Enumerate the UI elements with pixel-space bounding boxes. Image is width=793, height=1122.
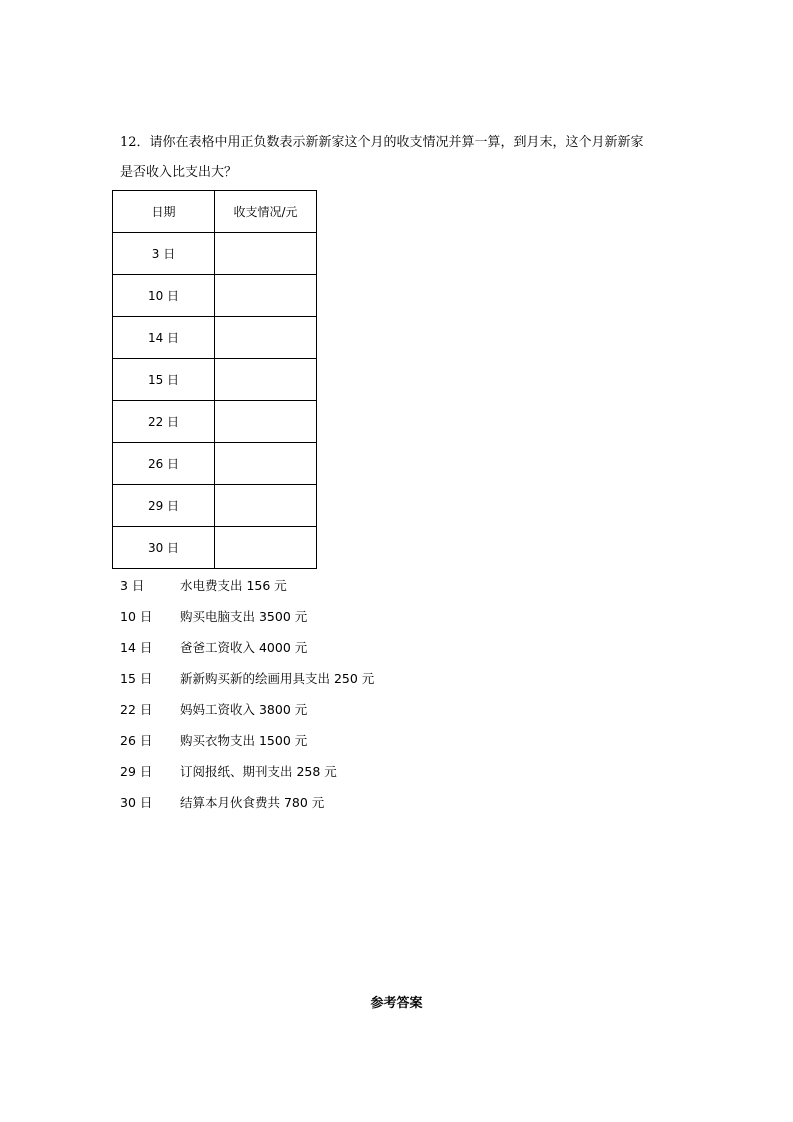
table-header-row <box>113 191 317 233</box>
header-amount: 收支情况/元 <box>215 191 317 233</box>
list-item <box>120 762 374 793</box>
list-item <box>120 576 374 607</box>
table-row <box>113 233 317 275</box>
list-item <box>120 669 374 700</box>
entry-text: 新新购买新的绘画用具支出 250 元 <box>180 671 375 686</box>
list-item <box>120 793 374 824</box>
question-text-line2: 是否收入比支出大？ <box>120 165 238 180</box>
row-date: 22 日 <box>113 401 215 443</box>
entry-text: 购买衣物支出 1500 元 <box>180 733 308 748</box>
row-date: 29 日 <box>113 485 215 527</box>
row-date: 26 日 <box>113 443 215 485</box>
row-amount-cell[interactable] <box>215 359 317 401</box>
row-amount-cell[interactable] <box>215 233 317 275</box>
row-amount-cell[interactable] <box>215 401 317 443</box>
table-row <box>113 485 317 527</box>
entry-date: 29 日 <box>120 764 153 779</box>
row-date: 10 日 <box>113 275 215 317</box>
header-date: 日期 <box>113 191 215 233</box>
table-row <box>113 317 317 359</box>
table-row <box>113 443 317 485</box>
entry-date: 3 日 <box>120 578 145 593</box>
row-amount-cell[interactable] <box>215 317 317 359</box>
entry-text: 水电费支出 156 元 <box>180 578 287 593</box>
question-text-line1: 12．请你在表格中用正负数表示新新家这个月的收支情况并算一算，到月末，这个月新新家 <box>120 135 644 150</box>
row-amount-cell[interactable] <box>215 527 317 569</box>
row-date: 14 日 <box>113 317 215 359</box>
reference-answer-heading: 参考答案 <box>370 996 423 1011</box>
entry-date: 14 日 <box>120 640 153 655</box>
list-item <box>120 607 374 638</box>
list-item <box>120 731 374 762</box>
table-row <box>113 401 317 443</box>
entry-date: 22 日 <box>120 702 153 717</box>
entry-date: 10 日 <box>120 609 153 624</box>
transaction-list <box>120 576 374 824</box>
entry-text: 爸爸工资收入 4000 元 <box>180 640 308 655</box>
entry-date: 26 日 <box>120 733 153 748</box>
row-date: 15 日 <box>113 359 215 401</box>
entry-date: 15 日 <box>120 671 153 686</box>
list-item <box>120 638 374 669</box>
list-item <box>120 700 374 731</box>
table-row <box>113 527 317 569</box>
row-date: 3 日 <box>113 233 215 275</box>
entry-date: 30 日 <box>120 795 153 810</box>
entry-text: 结算本月伙食费共 780 元 <box>180 795 325 810</box>
row-amount-cell[interactable] <box>215 485 317 527</box>
row-amount-cell[interactable] <box>215 275 317 317</box>
row-amount-cell[interactable] <box>215 443 317 485</box>
row-date: 30 日 <box>113 527 215 569</box>
table-row <box>113 359 317 401</box>
table-row <box>113 275 317 317</box>
entry-text: 妈妈工资收入 3800 元 <box>180 702 308 717</box>
income-expense-table <box>112 190 317 569</box>
entry-text: 购买电脑支出 3500 元 <box>180 609 308 624</box>
entry-text: 订阅报纸、期刊支出 258 元 <box>180 764 337 779</box>
